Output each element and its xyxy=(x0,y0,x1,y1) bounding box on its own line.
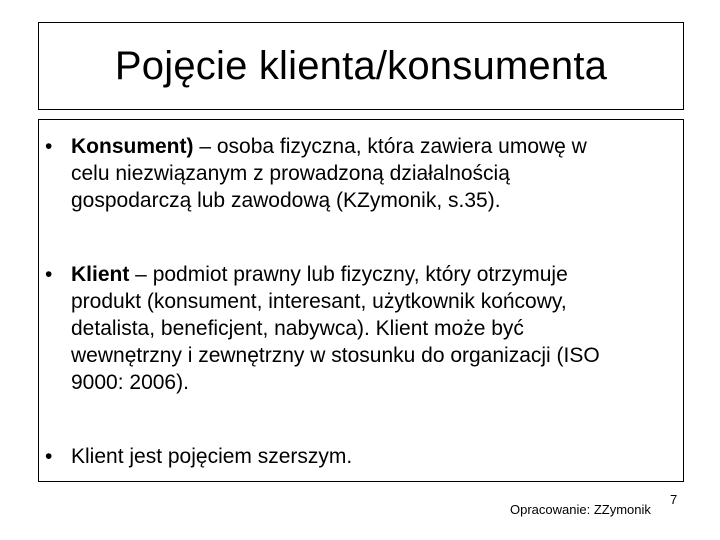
bullet-dot: • xyxy=(45,445,53,468)
bullet-line: gospodarczą lub zawodową (KZymonik, s.35). xyxy=(71,189,501,212)
bullet-line xyxy=(71,261,673,288)
content-box xyxy=(38,119,684,482)
bullet-term: Konsument) xyxy=(71,135,194,158)
bullet-line: 9000: 2006). xyxy=(71,371,189,394)
bullet-term: Klient xyxy=(71,263,130,286)
slide-title: Pojęcie klienta/konsumenta xyxy=(114,44,608,88)
bullet-text xyxy=(71,443,673,470)
bullet-dot: • xyxy=(45,135,53,158)
bullet-line-text: – podmiot prawny lub fizyczny, który otrzymuje xyxy=(129,263,568,286)
bullet-line: wewnętrzny i zewnętrzny w stosunku do organizacji (ISO xyxy=(71,344,600,367)
bullet-line-text: – osoba fizyczna, która zawiera umowę w xyxy=(193,135,587,158)
title-box xyxy=(38,22,684,110)
bullet-text xyxy=(71,133,673,214)
bullet-line: celu niezwiązanym z prowadzoną działalnością xyxy=(71,162,510,185)
bullet-dot: • xyxy=(45,263,53,286)
bullet-line xyxy=(71,133,673,160)
bullet-line: detalista, beneficjent, nabywca). Klient może być xyxy=(71,317,524,340)
bullet-text xyxy=(71,261,673,396)
page-number: 7 xyxy=(670,492,678,507)
bullet-line: produkt (konsument, interesant, użytkownik końcowy, xyxy=(71,290,567,313)
footer-credit: Opracowanie: ZZymonik xyxy=(510,502,651,517)
bullet-line: Klient jest pojęciem szerszym. xyxy=(71,445,353,468)
